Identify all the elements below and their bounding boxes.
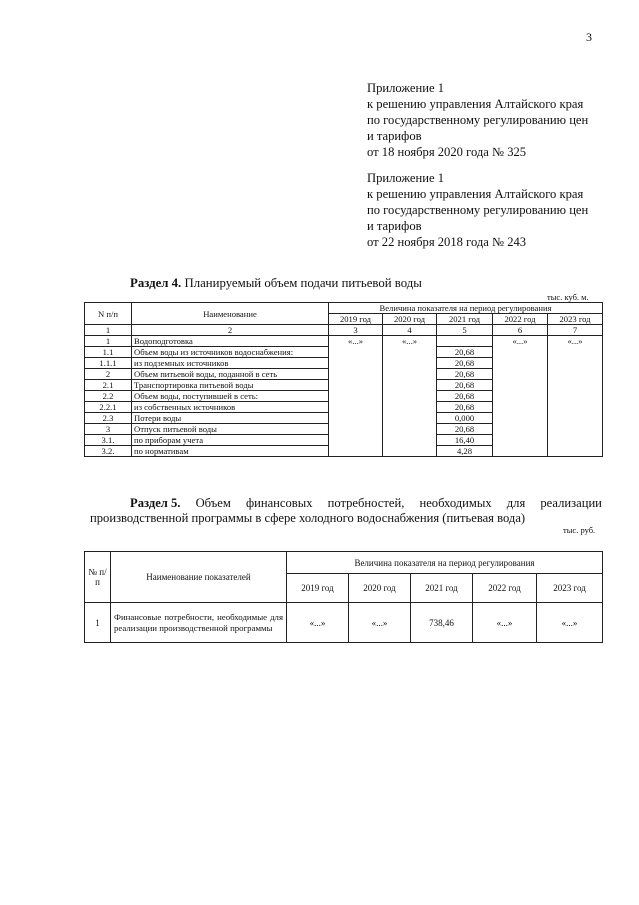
value-2021: 20,68 bbox=[437, 391, 493, 402]
row-name: по нормативам bbox=[132, 446, 329, 457]
value-2021: 20,68 bbox=[437, 402, 493, 413]
col-header-year: 2021 год bbox=[411, 574, 473, 603]
section5-title-word: для bbox=[506, 496, 526, 510]
section5-title-word: реализации bbox=[540, 496, 602, 510]
annex-line: к решению управления Алтайского края bbox=[367, 97, 584, 111]
value-2022: «...» bbox=[493, 336, 548, 457]
row-name: из подземных источников bbox=[132, 358, 329, 369]
value-2022: «...» bbox=[473, 603, 537, 643]
value-2023: «...» bbox=[537, 603, 603, 643]
col-header-year: 2019 год bbox=[329, 314, 383, 325]
annex-line: по государственному регулированию цен bbox=[367, 113, 589, 127]
col-header-year: 2022 год bbox=[493, 314, 548, 325]
section5-title-line2: производственной программы в сфере холодного водоснабжения (питьевая вода) bbox=[90, 511, 526, 525]
value-2021: 20,68 bbox=[437, 424, 493, 435]
page-number: 3 bbox=[586, 30, 592, 44]
annex-header-previous bbox=[367, 170, 617, 250]
row-name: Объем питьевой воды, поданной в сеть bbox=[132, 369, 329, 380]
row-name: Отпуск питьевой воды bbox=[132, 424, 329, 435]
section5-label: Раздел 5. bbox=[130, 496, 181, 510]
col-number: 4 bbox=[383, 325, 437, 336]
row-name: Объем воды, поступившей в сеть: bbox=[132, 391, 329, 402]
row-num: 3 bbox=[85, 424, 132, 435]
row-name: из собственных источников bbox=[132, 402, 329, 413]
row-name: по приборам учета bbox=[132, 435, 329, 446]
value-2021: 4,28 bbox=[437, 446, 493, 457]
section5-title-word: Объем bbox=[195, 496, 231, 510]
row-num: 2 bbox=[85, 369, 132, 380]
annex-line: от 22 ноября 2018 года № 243 bbox=[367, 235, 527, 249]
col-header-year: 2020 год bbox=[349, 574, 411, 603]
annex-line: по государственному регулированию цен bbox=[367, 203, 589, 217]
value-2023: «...» bbox=[548, 336, 603, 457]
value-2021: 20,68 bbox=[437, 369, 493, 380]
col-header-year: 2021 год bbox=[437, 314, 493, 325]
value-2019: «...» bbox=[287, 603, 349, 643]
row-num: 2.2.1 bbox=[85, 402, 132, 413]
row-name: Объем воды из источников водоснабжения: bbox=[132, 347, 329, 358]
section5-title-word: необходимых bbox=[419, 496, 492, 510]
value-2021 bbox=[437, 336, 493, 347]
section4-units: тыс. куб. м. bbox=[547, 292, 589, 302]
row-num: 2.1 bbox=[85, 380, 132, 391]
annex-line: к решению управления Алтайского края bbox=[367, 187, 584, 201]
table-row bbox=[85, 603, 603, 643]
row-num: 1 bbox=[85, 603, 111, 643]
col-header-year: 2023 год bbox=[537, 574, 603, 603]
financial-needs-table bbox=[84, 551, 603, 643]
row-num: 2.2 bbox=[85, 391, 132, 402]
value-2020: «...» bbox=[349, 603, 411, 643]
section4-title-text: Планируемый объем подачи питьевой воды bbox=[184, 276, 422, 290]
table-row bbox=[85, 336, 603, 347]
col-header-year: 2020 год bbox=[383, 314, 437, 325]
row-num: 1 bbox=[85, 336, 132, 347]
value-2021: 738,46 bbox=[411, 603, 473, 643]
col-header-name: Наименование bbox=[132, 303, 329, 325]
col-header-num: N п/п bbox=[85, 303, 132, 325]
annex-header-current bbox=[367, 80, 617, 160]
section5-units: тыс. руб. bbox=[563, 525, 596, 535]
row-name: Финансовые потребности, необходимые для реализации производственной программы bbox=[111, 603, 287, 643]
row-name: Водоподготовка bbox=[132, 336, 329, 347]
value-2021: 20,68 bbox=[437, 380, 493, 391]
row-name: Транспортировка питьевой воды bbox=[132, 380, 329, 391]
annex-line: Приложение 1 bbox=[367, 81, 445, 95]
col-header-name: Наименование показателей bbox=[111, 552, 287, 603]
section5-title-word: потребностей, bbox=[327, 496, 405, 510]
annex-line: и тарифов bbox=[367, 219, 422, 233]
annex-line: Приложение 1 bbox=[367, 171, 445, 185]
col-number: 5 bbox=[437, 325, 493, 336]
row-num: 3.1. bbox=[85, 435, 132, 446]
annex-line: и тарифов bbox=[367, 129, 422, 143]
row-num: 3.2. bbox=[85, 446, 132, 457]
col-number: 3 bbox=[329, 325, 383, 336]
section5-title-word: финансовых bbox=[245, 496, 313, 510]
col-number: 2 bbox=[132, 325, 329, 336]
col-header-year: 2022 год bbox=[473, 574, 537, 603]
row-num: 1.1.1 bbox=[85, 358, 132, 369]
col-header-year: 2019 год bbox=[287, 574, 349, 603]
value-2019: «...» bbox=[329, 336, 383, 457]
value-2021: 16,40 bbox=[437, 435, 493, 446]
section5-title bbox=[90, 496, 602, 526]
annex-line: от 18 ноября 2020 года № 325 bbox=[367, 145, 527, 159]
row-num: 2.3 bbox=[85, 413, 132, 424]
col-header-year: 2023 год bbox=[548, 314, 603, 325]
section4-title bbox=[130, 276, 422, 291]
value-2021: 0,000 bbox=[437, 413, 493, 424]
section4-label: Раздел 4. bbox=[130, 276, 182, 290]
water-volume-table bbox=[84, 302, 603, 457]
row-name: Потери воды bbox=[132, 413, 329, 424]
col-header-num: № п/п bbox=[85, 552, 111, 603]
col-number: 1 bbox=[85, 325, 132, 336]
value-2021: 20,68 bbox=[437, 358, 493, 369]
col-header-period: Величина показателя на период регулирования bbox=[287, 552, 603, 574]
row-num: 1.1 bbox=[85, 347, 132, 358]
value-2021: 20,68 bbox=[437, 347, 493, 358]
col-number: 6 bbox=[493, 325, 548, 336]
col-header-period: Величина показателя на период регулирования bbox=[329, 303, 603, 314]
value-2020: «...» bbox=[383, 336, 437, 457]
col-number: 7 bbox=[548, 325, 603, 336]
